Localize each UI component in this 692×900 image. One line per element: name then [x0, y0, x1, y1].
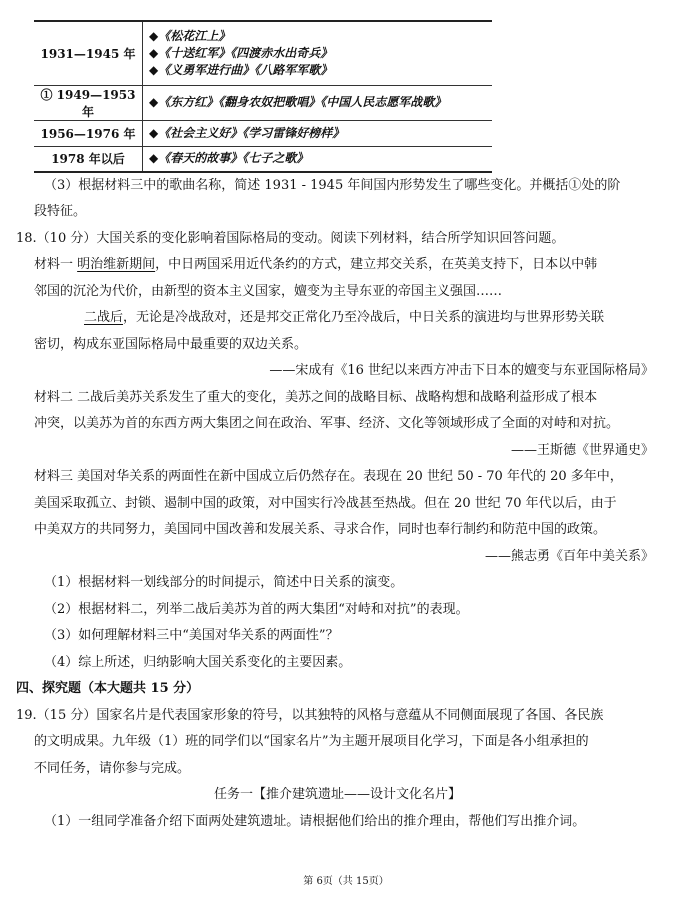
songs-cell — [143, 85, 493, 120]
song-entry: ◆《社会主义好》《学习雷锋好榜样》 — [149, 125, 345, 140]
line-prefix: 材料一 — [34, 257, 78, 272]
text-line: 密切，构成东亚国际格局中最重要的双边关系。 — [34, 337, 308, 352]
text-line — [34, 256, 597, 274]
period-cell: ① 1949—1953 年 — [34, 85, 143, 120]
page-footer: 第 6页（共 15页） — [303, 876, 389, 887]
text-line: 中美双方的共同努力，美国同中国改善和发展关系、寻求合作，同时也奉行制约和防范中国的政策。 — [34, 522, 607, 537]
songs-cell — [143, 146, 493, 172]
text-line: 四、探究题（本大题共 15 分） — [16, 681, 200, 696]
text-line: 邻国的沉沦为代价，由新型的资本主义国家，嬗变为主导东亚的帝国主义强国…… — [34, 284, 503, 299]
text-line: ——宋成有《16 世纪以来西方冲击下日本的嬗变与东亚国际格局》 — [269, 363, 654, 378]
text-line: 任务一【推介建筑遗址——设计文化名片】 — [214, 787, 462, 802]
period-cell: 1931—1945 年 — [34, 21, 143, 85]
song-table-row — [34, 85, 492, 120]
text-line: （4）综上所述，归纳影响大国关系变化的主要因素。 — [44, 655, 352, 670]
song-table-row — [34, 21, 492, 85]
text-line: 美国采取孤立、封锁、遏制中国的政策，对中国实行冷战甚至热战。但在 20 世纪 70 年代以后，由于 — [34, 496, 617, 511]
text-line: （1）根据材料一划线部分的时间提示，简述中日关系的演变。 — [44, 575, 404, 590]
song-entry: ◆《义勇军进行曲》《八路军军歌》 — [149, 62, 333, 77]
song-table-row — [34, 146, 492, 172]
song-entry: ◆《春天的故事》《七子之歌》 — [149, 151, 309, 166]
song-table — [34, 20, 492, 173]
text-line: （2）根据材料二，列举二战后美苏为首的两大集团“对峙和对抗”的表现。 — [44, 602, 469, 617]
songs-cell — [143, 120, 493, 146]
song-entry: ◆《十送红军》《四渡赤水出奇兵》 — [149, 45, 333, 60]
text-line: 材料二 二战后美苏关系发生了重大的变化，美苏之间的战略目标、战略构想和战略利益形成了根本 — [34, 390, 598, 405]
song-table-row — [34, 120, 492, 146]
text-line: （3）根据材料三中的歌曲名称，简述 1931 - 1945 年间国内形势发生了哪些变化。并概括①处的阶 — [44, 178, 621, 193]
line-suffix: ，中日两国采用近代条约的方式，建立邦交关系，在英美支持下，日本以中韩 — [155, 257, 598, 272]
text-line: （3）如何理解材料三中“美国对华关系的两面性”？ — [44, 628, 339, 643]
text-line — [84, 309, 604, 327]
text-line: 不同任务，请你参与完成。 — [34, 761, 191, 776]
text-line: （1）一组同学准备介绍下面两处建筑遗址。请根据他们给出的推介理由，帮他们写出推介词。 — [44, 814, 586, 829]
song-entry: ◆《松花江上》 — [149, 28, 231, 43]
text-line: 18.（10 分）大国关系的变化影响着国际格局的变动。阅读下列材料，结合所学知识回答问题。 — [16, 231, 565, 246]
songs-cell — [143, 21, 493, 85]
text-line: ——熊志勇《百年中美关系》 — [484, 549, 654, 564]
line-suffix: ，无论是冷战敌对，还是邦交正常化乃至冷战后，中日关系的演进均与世界形势关联 — [123, 310, 605, 325]
period-cell: 1956—1976 年 — [34, 120, 143, 146]
text-line: 的文明成果。九年级（1）班的同学们以“国家名片”为主题开展项目化学习，下面是各小组承担的 — [34, 734, 589, 749]
text-line: 19.（15 分）国家名片是代表国家形象的符号，以其独特的风格与意蕴从不同侧面展现了各国、各民族 — [16, 708, 604, 723]
underlined-phrase: 二战后 — [84, 310, 124, 325]
period-cell: 1978 年以后 — [34, 146, 143, 172]
underlined-phrase: 明治维新期间 — [77, 257, 156, 272]
text-line: 段特征。 — [34, 204, 87, 219]
song-entry: ◆《东方红》《翻身农奴把歌唱》《中国人民志愿军战歌》 — [149, 95, 447, 109]
text-line: 材料三 美国对华关系的两面性在新中国成立后仍然存在。表现在 20 世纪 50 - 70 年代的 20 多年中， — [34, 469, 623, 484]
text-line: ——王斯德《世界通史》 — [510, 443, 654, 458]
text-line: 冲突，以美苏为首的东西方两大集团之间在政治、军事、经济、文化等领域形成了全面的对峙和对抗。 — [34, 416, 620, 431]
